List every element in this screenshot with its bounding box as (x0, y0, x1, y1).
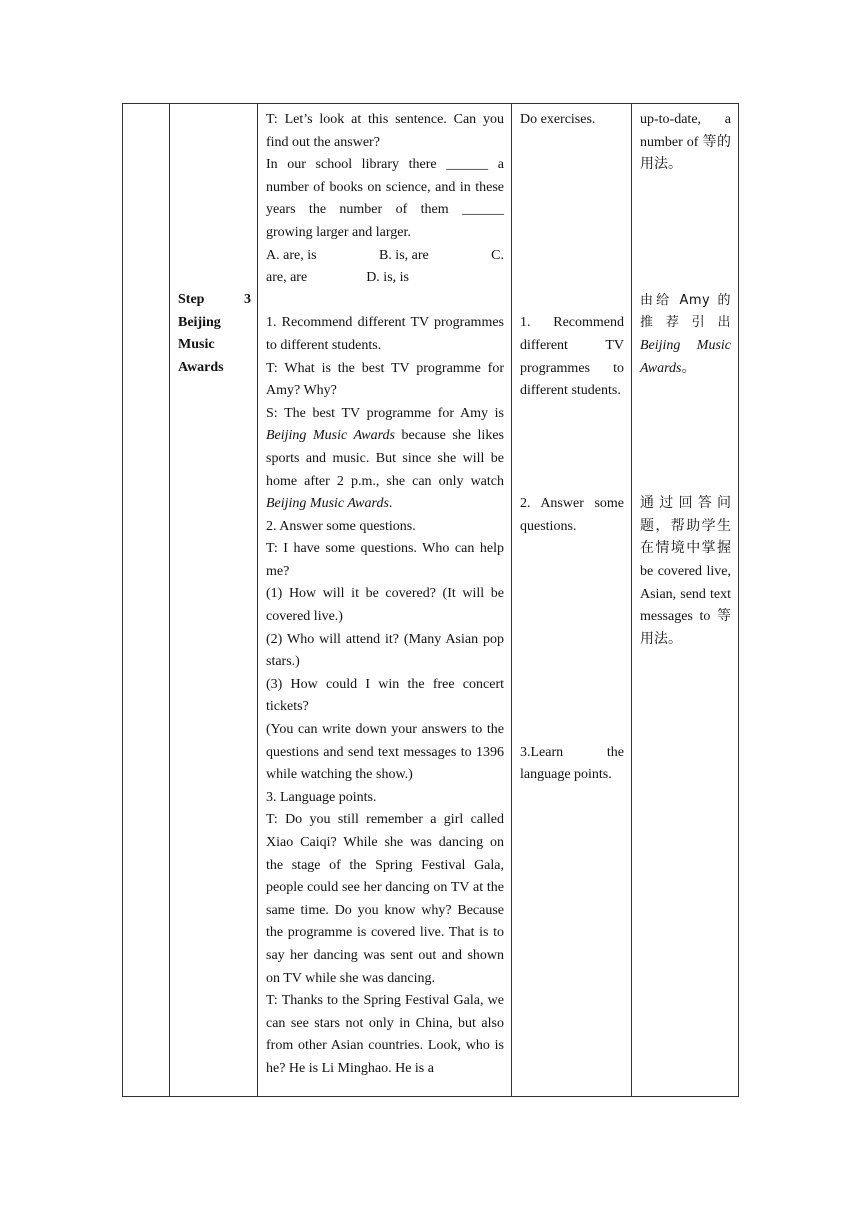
option-c-text: are, are (266, 270, 308, 286)
student-activity-2: 1. Recommend different TV programmes to different students. (520, 315, 624, 399)
activity-heading-2: 2. Answer some questions. (266, 518, 416, 534)
student-activity-3: 2. Answer some questions. (520, 496, 624, 534)
option-d: D. is, is (366, 270, 409, 286)
activity-heading-3: 3. Language points. (266, 789, 377, 805)
exercise-options-row-1 (266, 245, 504, 268)
purpose-cell (632, 104, 739, 1097)
exercise-sentence: In our school library there ______ a number of books on science, and in these years the number of them ______ growing larger and larger. (266, 157, 504, 240)
student-answer: S: The best TV programme for Amy is Beijing Music Awards because she likes sports and music. But since she will be home after 2 p.m., she can only watch Beijing Music Awards. (266, 405, 504, 512)
exercise-options-row-2 (266, 267, 504, 290)
teacher-prompt: T: Let’s look at this sentence. Can you find out the answer? (266, 112, 504, 150)
student-activity-1: Do exercises. (520, 112, 596, 127)
teacher-question: T: What is the best TV programme for Amy? Why? (266, 360, 504, 399)
teacher-explanation: T: Thanks to the Spring Festival Gala, we can see stars not only in China, but also from other Asian countries. Look, who is he? He is Li Minghao. He is a (266, 993, 504, 1076)
blank-cell (123, 104, 170, 1097)
step-cell (170, 104, 258, 1097)
teacher-activity-cell (258, 104, 512, 1097)
student-activity-4: 3.Learn the language points. (520, 744, 624, 783)
purpose-1: up-to-date, a number of 等的用法。 (640, 112, 731, 173)
table-row (123, 104, 739, 1097)
student-activity-cell (512, 104, 632, 1097)
question-3: (3) How could I win the free concert tickets? (266, 676, 504, 715)
option-b: B. is, are (378, 247, 429, 263)
purpose-3: 通过回答问题，帮助学生在情境中掌握 be covered live, Asian, send text messages to 等用法。 (640, 496, 731, 647)
step-title: Step 3 Beijing Music Awards (178, 292, 251, 375)
teacher-activity-text (258, 104, 511, 1081)
question-note: (You can write down your answers to the questions and send text messages to 1396 while watching the show.) (266, 722, 504, 783)
purpose-2: 由给 Amy 的推荐引出 Beijing Music Awards。 (640, 292, 731, 376)
activity-heading-1: 1. Recommend different TV programmes to different students. (266, 315, 504, 353)
teacher-explanation: T: Do you still remember a girl called Xiao Caiqi? While she was dancing on the stage of the Spring Festival Gala, people could see her dancing on TV at the same time. Do you know why? Because the programme is covered live. That is to say her dancing was sent out and shown on TV while she was dancing. (266, 812, 504, 986)
teacher-question: T: I have some questions. Who can help me? (266, 541, 504, 579)
option-c: C. (491, 247, 504, 263)
question-2: (2) Who will attend it? (Many Asian pop stars.) (266, 631, 504, 670)
lesson-plan-table (122, 103, 739, 1097)
question-1: (1) How will it be covered? (It will be covered live.) (266, 586, 504, 625)
purpose-text (632, 104, 738, 651)
option-a: A. are, is (266, 247, 317, 263)
student-activity-text (512, 104, 631, 787)
